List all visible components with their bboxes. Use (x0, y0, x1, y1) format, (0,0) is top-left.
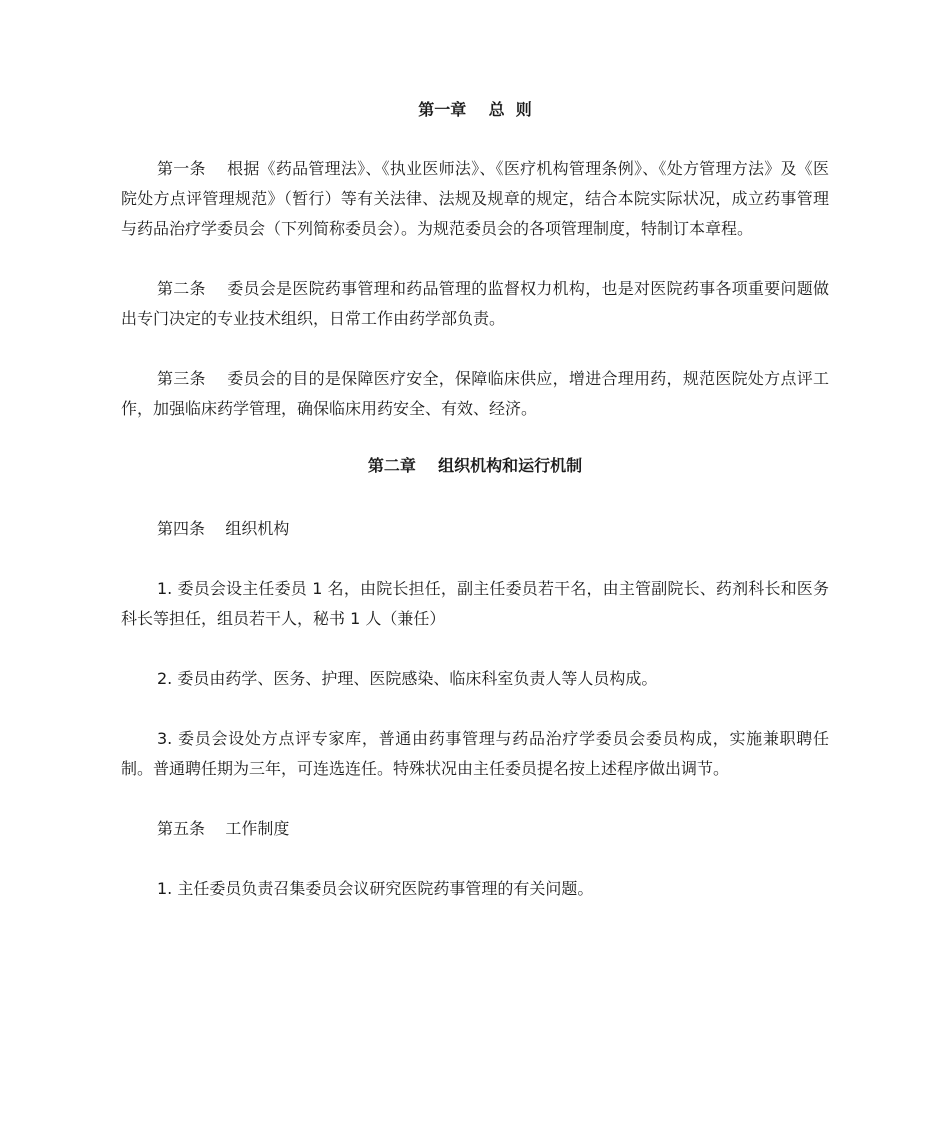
article-5-item-1: 1. 主任委员负责召集委员会议研究医院药事管理的有关问题。 (157, 879, 594, 898)
chapter-1-title: 第一章 总 则 (418, 100, 532, 119)
article-4-heading: 第四条 组织机构 (157, 519, 290, 538)
article-4-item-2: 2. 委员由药学、医务、护理、医院感染、临床科室负责人等人员构成。 (157, 669, 658, 688)
article-4-item-3: 3. 委员会设处方点评专家库，普通由药事管理与药品治疗学委员会委员构成，实施兼职聘任制。普通聘任期为三年，可连选连任。特殊状况由主任委员提名按上述程序做出调节。 (121, 729, 829, 778)
article-1: 第一条 根据《药品管理法》、《执业医师法》、《医疗机构管理条例》、《处方管理方法》及《医院处方点评管理规范》（暂行）等有关法律、法规及规章的规定，结合本院实际状况，成立药事管理与药品治疗学委员会（下列简称委员会）。为规范委员会的各项管理制度，特制订本章程。 (121, 159, 829, 238)
article-4-item-1: 1. 委员会设主任委员 1 名，由院长担任，副主任委员若干名，由主管副院长、药剂科长和医务科长等担任，组员若干人，秘书 1 人（兼任） (121, 579, 829, 628)
article-3: 第三条 委员会的目的是保障医疗安全，保障临床供应，增进合理用药，规范医院处方点评工作，加强临床药学管理，确保临床用药安全、有效、经济。 (121, 369, 829, 418)
article-5-heading: 第五条 工作制度 (157, 819, 290, 838)
chapter-2-title: 第二章 组织机构和运行机制 (367, 456, 583, 475)
document-body (121, 96, 829, 904)
article-2: 第二条 委员会是医院药事管理和药品管理的监督权力机构，也是对医院药事各项重要问题做出专门决定的专业技术组织，日常工作由药学部负责。 (121, 279, 829, 328)
